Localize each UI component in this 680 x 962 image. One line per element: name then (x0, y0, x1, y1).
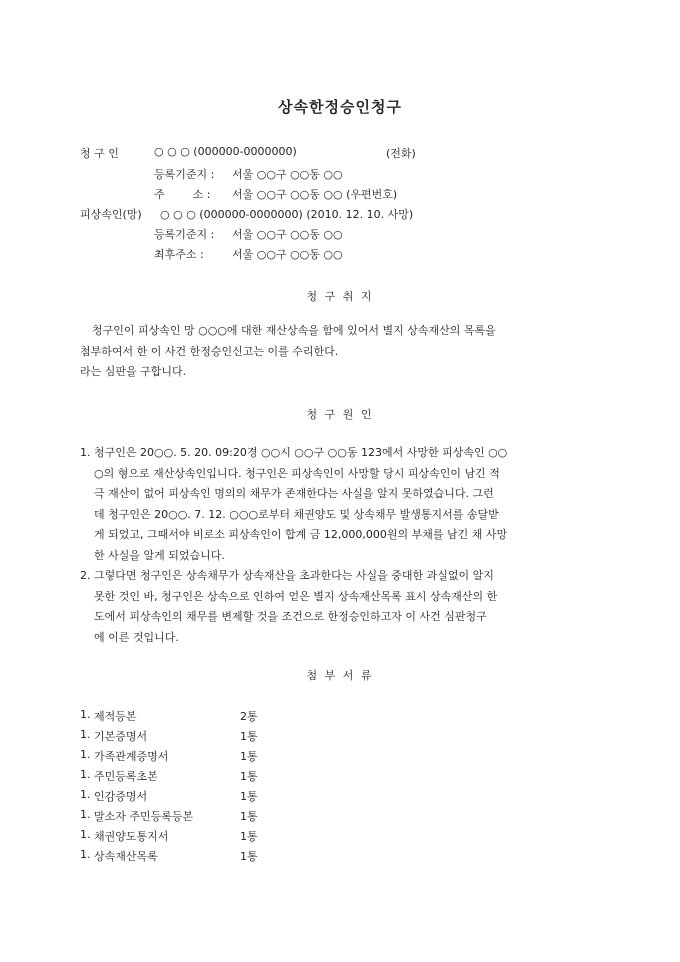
attachment-count: 2통 (240, 710, 258, 723)
deceased-name: ○ ○ ○ (000000-0000000) (2010. 12. 10. 사망) (160, 208, 414, 221)
claimant-name: ○ ○ ○ (000000-0000000) (154, 145, 297, 158)
attachment-name: 가족관계증명서 (94, 750, 169, 763)
attachment-number: 1. (80, 788, 91, 801)
deceased-last-address-value: 서울 ○○구 ○○동 ○○ (232, 248, 343, 261)
attachment-name: 제적등본 (94, 710, 137, 723)
claimant-registry-value: 서울 ○○구 ○○동 ○○ (232, 168, 343, 181)
cause-line: 그렇다면 청구인은 상속채무가 상속재산을 초과한다는 사실을 중대한 과실없이 알지 (94, 569, 494, 582)
cause-line: ○의 형으로 재산상속인입니다. 청구인은 피상속인이 사망할 당시 피상속인이 남긴 적 (94, 466, 500, 480)
attachment-count: 1통 (240, 730, 258, 743)
claimant-phone: (전화) (386, 147, 416, 160)
deceased-label: 피상속인(망) (80, 208, 142, 221)
attachment-count: 1통 (240, 850, 258, 863)
attachment-number: 1. (80, 708, 91, 721)
attachment-number: 1. (80, 828, 91, 841)
deceased-registry-value: 서울 ○○구 ○○동 ○○ (232, 228, 343, 241)
purpose-line: 첨부하여서 한 이 사건 한정승인신고는 이를 수리한다. (80, 344, 339, 358)
attachment-number: 1. (80, 748, 91, 761)
attachment-number: 1. (80, 848, 91, 861)
attachment-count: 1통 (240, 770, 258, 783)
cause-line: 에 이른 것입니다. (94, 630, 179, 644)
purpose-line: 라는 심판을 구합니다. (80, 365, 187, 378)
attachment-number: 1. (80, 728, 91, 741)
attachment-name: 기본증명서 (94, 730, 148, 743)
claimant-address-value: 서울 ○○구 ○○동 ○○ (우편번호) (232, 188, 398, 201)
attachment-count: 1통 (240, 810, 258, 823)
attachment-count: 1통 (240, 750, 258, 763)
cause-line: 극 재산이 없어 피상속인 명의의 채무가 존재한다는 사실을 알지 못하였습니다. 그런 (94, 487, 494, 500)
attachment-name: 주민등록초본 (94, 770, 158, 783)
deceased-last-address-label: 최후주소 : (154, 248, 204, 261)
cause-line: 한 사실을 알게 되었습니다. (94, 548, 225, 562)
cause-line: 도에서 피상속인의 채무를 변제할 것을 조건으로 한정승인하고자 이 사건 심판청구 (94, 610, 487, 623)
cause-item-number: 2. (80, 569, 91, 582)
attachment-number: 1. (80, 768, 91, 781)
purpose-line: 청구인이 피상속인 망 ○○○에 대한 재산상속을 함에 있어서 별지 상속재산의 목록을 (92, 324, 496, 337)
attachment-name: 인감증명서 (94, 790, 148, 803)
cause-item-number: 1. (80, 446, 91, 459)
attachment-name: 말소자 주민등록등본 (94, 810, 194, 823)
attachment-name: 상속재산목록 (94, 850, 158, 863)
attachment-name: 채권양도통지서 (94, 830, 169, 843)
deceased-registry-label: 등록기준지 : (154, 228, 215, 241)
document-title: 상속한정승인청구 (278, 98, 402, 116)
purpose-heading: 청 구 취 지 (306, 290, 374, 303)
claimant-label: 청 구 인 (80, 147, 119, 160)
attachment-number: 1. (80, 808, 91, 821)
attachments-heading: 첨 부 서 류 (306, 669, 374, 682)
cause-heading: 청 구 원 인 (306, 408, 374, 421)
claimant-registry-label: 등록기준지 : (154, 168, 215, 181)
claimant-address-label: 주 소 : (154, 188, 211, 201)
attachment-count: 1통 (240, 790, 258, 803)
cause-line: 데 청구인은 20○○. 7. 12. ○○○로부터 채권양도 및 상속채무 발생통지서를 송달받 (94, 507, 499, 521)
cause-line: 못한 것인 바, 청구인은 상속으로 인하여 얻은 별지 상속재산목록 표시 상속재산의 한 (94, 589, 498, 603)
cause-line: 게 되었고, 그때서야 비로소 피상속인이 합계 금 12,000,000원의 부채를 남긴 채 사망 (94, 528, 508, 541)
cause-line: 청구인은 20○○. 5. 20. 09:20경 ○○시 ○○구 ○○동 123에서 사망한 피상속인 ○○ (94, 446, 508, 459)
attachment-count: 1통 (240, 830, 258, 843)
purpose-body (80, 321, 602, 383)
